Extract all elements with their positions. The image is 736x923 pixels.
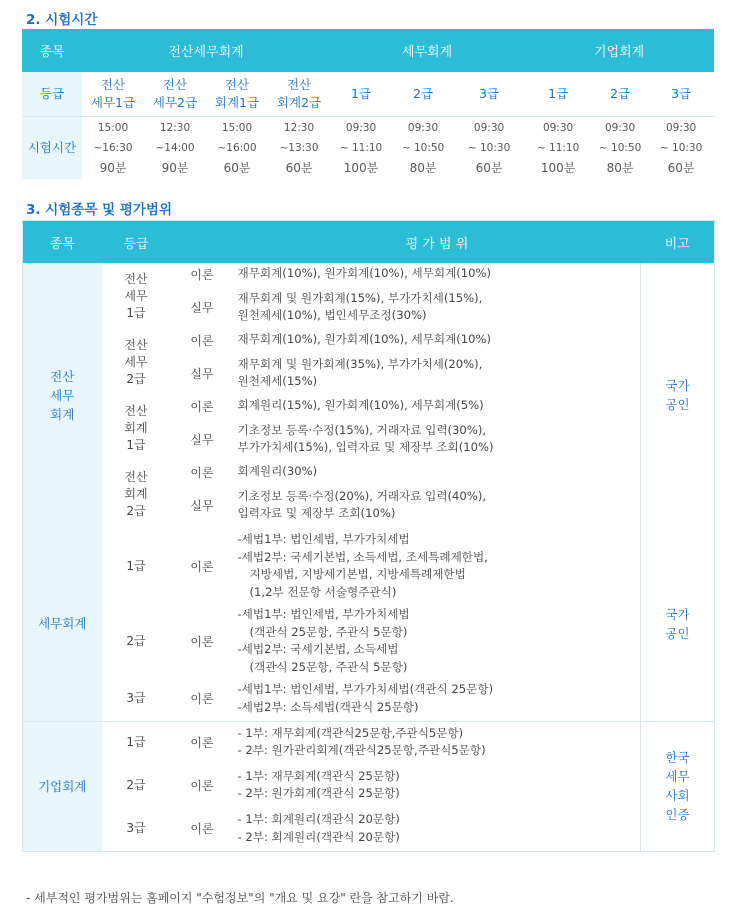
exam-time-header-row	[22, 29, 714, 72]
range-cell: 기초정보 등록·수정(15%), 거래자료 입력(30%), 부가가치세(15%), 입력자료 및 제장부 조회(10%)	[237, 422, 494, 454]
grade-cell: 2급	[592, 72, 648, 117]
time-cell: 15:00 ~16:30 90분	[93, 121, 133, 175]
time-cell: 12:30 ~13:30 60분	[279, 121, 319, 175]
header-type: 종목	[23, 221, 102, 264]
grade-cell: 3급	[126, 821, 146, 836]
grade-cell: 3급	[454, 72, 524, 117]
type-theory: 이론	[190, 399, 214, 414]
grade-cell: 2급	[392, 72, 454, 117]
grade-cell: 1급	[524, 72, 592, 117]
type-practice: 실무	[190, 300, 214, 315]
exam-scope-table	[22, 220, 715, 852]
type-theory: 이론	[190, 465, 214, 480]
grade-cell: 전산 세무 1급	[124, 271, 148, 320]
header-grade: 등급	[102, 221, 171, 264]
header-type: 종목	[22, 29, 82, 72]
category-computer-tax-accounting: 전산 세무 회계	[23, 263, 102, 527]
range-cell: -세법1부: 법인세법, 부가가치세법 (객관식 25문항, 주관식 5문항) -세법2부: 국세기본법, 소득세법 (객관식 25문항, 주관식 5문항)	[237, 607, 410, 674]
header-blank	[171, 221, 234, 264]
exam-scope-header-row	[23, 221, 715, 264]
grade-cell: 3급	[126, 691, 146, 706]
time-cell: 09:30 ~ 11:10 100분	[536, 121, 580, 175]
grade-row	[22, 72, 714, 117]
header-computer-tax-accounting: 전산세무회계	[82, 29, 330, 72]
grade-cell: 전산 세무2급	[144, 72, 206, 117]
range-cell: - 1부: 재무회계(객관식25문항,주관식5문항) - 2부: 원가관리회계(객관식25문항,주관식5문항)	[234, 721, 641, 763]
type-theory: 이론	[190, 822, 214, 837]
range-cell: - 1부: 재무회계(객관식 25문항) - 2부: 원가회계(객관식 25문항)	[237, 768, 400, 800]
section-title-exam-time: 2. 시험시간	[26, 12, 98, 28]
footnote: - 세부적인 평가범위는 홈페이지 "수험정보"의 "개요 및 요강" 란을 참고하기 바람.	[26, 891, 454, 905]
header-tax-accounting: 세무회계	[330, 29, 524, 72]
grade-cell: 전산 회계 1급	[124, 403, 148, 452]
time-cell: 09:30 ~ 11:10 100분	[339, 121, 383, 175]
time-cell: 09:30 ~ 10:50 80분	[598, 121, 642, 175]
time-cell: 12:30 ~14:00 90분	[155, 121, 195, 175]
grade-cell: 전산 회계2급	[268, 72, 330, 117]
type-theory: 이론	[190, 692, 214, 707]
category-corporate-accounting: 기업회계	[23, 721, 102, 851]
range-cell: - 1부: 회계원리(객관식 20문항) - 2부: 회계원리(객관식 20문항)	[237, 812, 400, 844]
type-practice: 실무	[190, 498, 214, 513]
grade-cell: 1급	[126, 558, 146, 573]
grade-cell: 전산 회계1급	[206, 72, 268, 117]
range-cell: 재무회계 및 원가회계(15%), 부가가치세(15%), 원천제세(10%), 법인세무조정(30%)	[237, 290, 483, 322]
grade-cell: 1급	[330, 72, 392, 117]
section-title-exam-scope: 3. 시험종목 및 평가범위	[26, 202, 172, 218]
category-tax-accounting: 세무회계	[23, 527, 102, 721]
type-theory: 이론	[190, 559, 214, 574]
range-cell: -세법1부: 법인세법, 부가가치세법(객관식 25문항) -세법2부: 소득세법(객관식 25문항)	[237, 682, 494, 714]
grade-cell: 3급	[648, 72, 714, 117]
type-theory: 이론	[190, 267, 214, 282]
time-cell: 09:30 ~ 10:50 80분	[401, 121, 445, 175]
grade-cell: 전산 세무1급	[82, 72, 144, 117]
note-korea-tax-society-certified: 한국 세무 사회 인증	[641, 721, 715, 851]
time-cell: 09:30 ~ 10:30 60분	[467, 121, 511, 175]
range-cell: 재무회계(10%), 원가회계(10%), 세무회계(10%)	[237, 266, 492, 281]
range-cell: 재무회계(10%), 원가회계(10%), 세무회계(10%)	[237, 332, 492, 347]
type-theory: 이론	[190, 778, 214, 793]
type-practice: 실무	[190, 366, 214, 381]
grade-cell: 1급	[102, 721, 171, 763]
type-practice: 실무	[190, 432, 214, 447]
header-note: 비고	[641, 221, 715, 264]
range-cell: -세법1부: 법인세법, 부가가치세법 -세법2부: 국세기본법, 소득세법, 조세특례제한법, 지방세법, 지방세기본법, 지방세특례제한법 (1,2부 전문항 서술형주관식)	[237, 532, 488, 599]
note-national-certified: 국가 공인	[641, 263, 715, 527]
note-national-certified-tax: 국가 공인	[641, 527, 715, 721]
type-theory: 이론	[190, 634, 214, 649]
grade-cell: 전산 회계 2급	[124, 469, 148, 518]
type-theory: 이론	[171, 721, 234, 763]
range-cell: 기초정보 등록·수정(20%), 거래자료 입력(40%), 입력자료 및 제장부 조회(10%)	[237, 488, 487, 520]
grade-cell: 2급	[126, 633, 146, 648]
range-cell: 회계원리(15%), 원가회계(10%), 세무회계(5%)	[237, 398, 484, 413]
grade-cell: 2급	[126, 777, 146, 792]
time-label: 시험시간	[22, 117, 82, 180]
time-row	[22, 117, 714, 180]
header-corporate-accounting: 기업회계	[524, 29, 714, 72]
range-cell: 회계원리(30%)	[237, 464, 318, 479]
time-cell: 09:30 ~ 10:30 60분	[659, 121, 703, 175]
range-cell: 재무회계 및 원가회계(35%), 부가가치세(20%), 원천제세(15%)	[237, 356, 483, 388]
grade-cell: 전산 세무 2급	[124, 337, 148, 386]
grade-label: 등급	[22, 72, 82, 117]
time-cell: 15:00 ~16:00 60분	[217, 121, 257, 175]
type-theory: 이론	[190, 333, 214, 348]
header-range: 평 가 범 위	[234, 221, 641, 264]
exam-time-table	[22, 29, 714, 179]
